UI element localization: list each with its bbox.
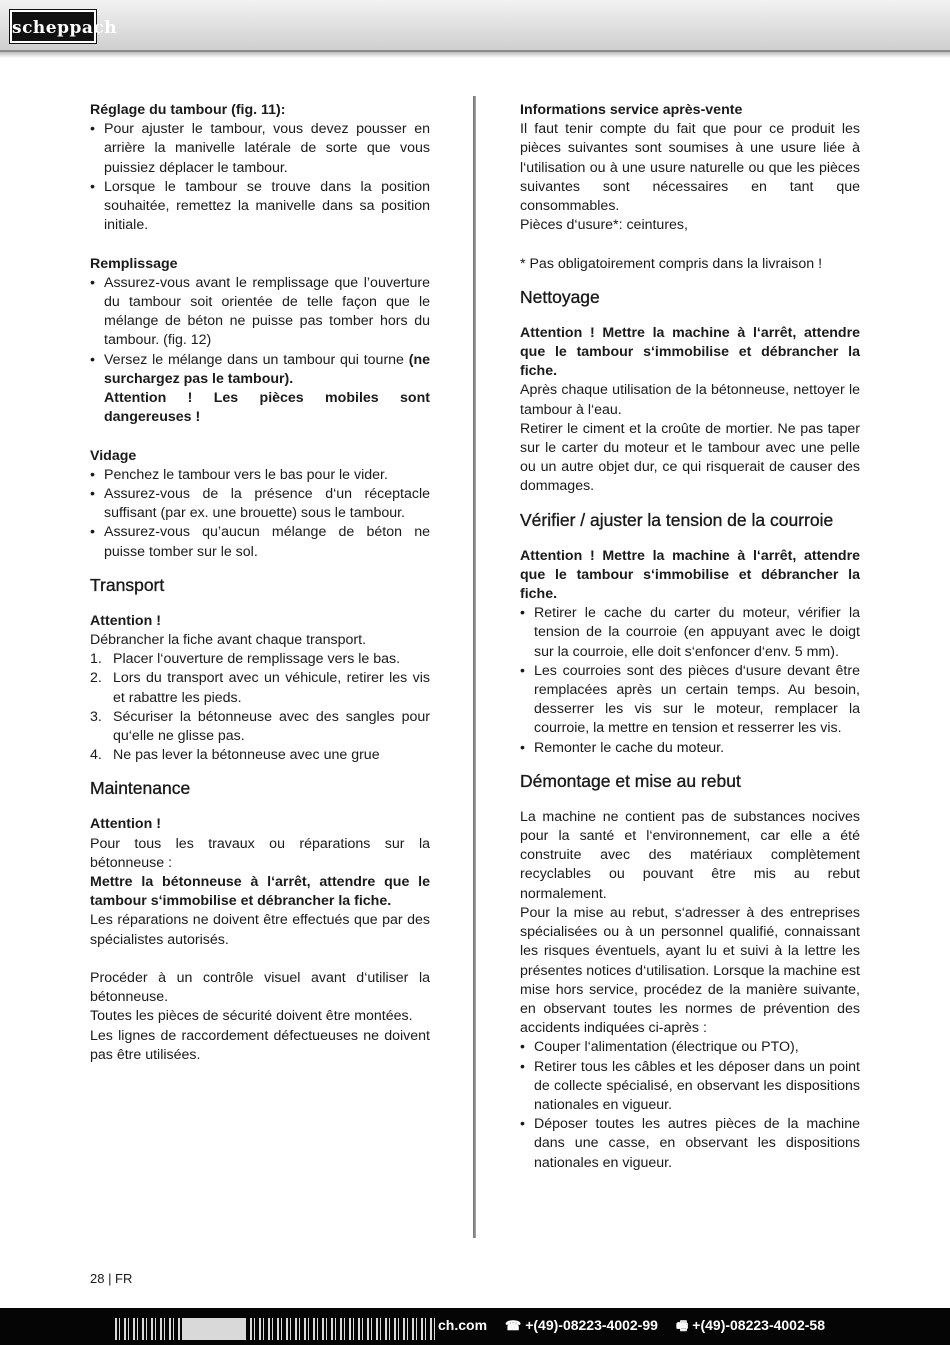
nettoyage-heading: Nettoyage [520, 286, 600, 307]
service-p2: Pièces d‘usure*: ceintures, [520, 217, 688, 234]
maintenance-p3: Toutes les pièces de sécurité doivent être montées. [90, 1008, 413, 1025]
list-item [90, 351, 430, 389]
list-item [90, 650, 430, 669]
left-column [90, 101, 430, 1065]
header-bar [0, 0, 950, 52]
vidage-list [90, 466, 430, 562]
list-item [90, 708, 430, 746]
maintenance-p1: Les réparations ne doivent être effectués que par des spécialistes autorisés. [90, 912, 430, 948]
step-number: 4. [90, 747, 102, 764]
step-text: Ne pas lever la bétonneuse avec une grue [113, 747, 380, 764]
list-item: • Penchez le tambour vers le bas pour le vider. [90, 466, 430, 485]
nettoyage-p1: Après chaque utilisation de la bétonneuse, nettoyer le tambour à l‘eau. [520, 382, 860, 418]
list-item: • Lorsque le tambour se trouve dans la position souhaitée, remettez la manivelle dans sa position initiale. [90, 178, 430, 236]
courroie-list [520, 604, 860, 758]
maintenance-heading: Maintenance [90, 778, 191, 799]
list-item: • Assurez-vous de la présence d‘un réceptacle suffisant (par ex. une brouette) sous le tambour. [90, 485, 430, 523]
list-item: • Assurez-vous qu’aucun mélange de béton ne puisse tomber sur le sol. [90, 523, 430, 561]
step-number: 2. [90, 670, 102, 687]
list-item: • Retirer le cache du carter du moteur, vérifier la tension de la courroie (en appuyant avec le doigt sur la courroie, elle doit s‘enfoncer d‘env. 5 mm). [520, 604, 860, 662]
header-shadow [0, 52, 950, 58]
maintenance-p4: Les lignes de raccordement défectueuses ne doivent pas être utilisées. [90, 1027, 430, 1063]
transport-attention: Attention ! [90, 612, 161, 629]
footer-barcode-graphic [115, 1318, 435, 1340]
courroie-heading: Vérifier / ajuster la tension de la courroie [520, 509, 834, 530]
transport-steps [90, 650, 430, 765]
reglage-title: Réglage du tambour (fig. 11): [90, 102, 286, 118]
maintenance-p2: Procéder à un contrôle visuel avant d‘utiliser la bétonneuse. [90, 970, 430, 1006]
reglage-list [90, 120, 430, 235]
step-text: Lors du transport avec un véhicule, retirer les vis et rabattre les pieds. [113, 670, 430, 706]
footer-website[interactable]: ch.com [438, 1317, 488, 1333]
list-item: • Assurez-vous avant le remplissage que l’ouverture du tambour soit orientée de telle façon que le mélange de béton ne puisse pas tomber hors du tambour. (fig. 12) [90, 274, 430, 351]
column-divider [473, 96, 476, 1238]
demontage-p1: La machine ne contient pas de substances nocives pour la santé et l‘environnement, car elle a été construite avec des matériaux complètement recyclables ou pouvant être mis au rebut normalement. [520, 808, 860, 902]
nettoyage-p2: Retirer le ciment et la croûte de mortier. Ne pas taper sur le carter du moteur et le tambour avec une pelle ou un autre objet dur, ce qui risquerait de causer des dommages. [520, 420, 860, 495]
phone-number: +(49)-08223-4002-99 [525, 1317, 658, 1333]
scheppach-logo: scheppach [10, 10, 96, 43]
maintenance-bold: Mettre la bétonneuse à l‘arrêt, attendre que le tambour s‘immobilise et débrancher la fiche. [90, 874, 430, 910]
demontage-heading: Démontage et mise au rebut [520, 770, 741, 791]
maintenance-attention: Attention ! [90, 816, 161, 833]
demontage-list [520, 1038, 860, 1172]
fax-number: +(49)-08223-4002-58 [692, 1317, 825, 1333]
transport-intro: Débrancher la fiche avant chaque transport. [90, 632, 367, 649]
phone-icon: ☎ [505, 1318, 522, 1333]
right-column [520, 101, 860, 1173]
remplissage-warning: Attention ! Les pièces mobiles sont dangereuses ! [104, 390, 430, 426]
remplissage-list [90, 274, 430, 389]
list-item [90, 746, 430, 765]
list-item: • Remonter le cache du moteur. [520, 739, 860, 758]
list-item [90, 669, 430, 707]
courroie-warning: Attention ! Mettre la machine à l‘arrêt, attendre que le tambour s‘immobilise et débrancher la fiche. [520, 547, 860, 603]
maintenance-intro: Pour tous les travaux ou réparations sur la bétonneuse : [90, 835, 430, 871]
demontage-p2: Pour la mise au rebut, s‘adresser à des entreprises spécialisées ou à un personnel qualifié, connaissant les risques éventuels, ayant lu et suivi à la lettre les présentes notices d‘utilisation. Lorsque la machine est mise hors service, procédez de la manière suivante, en observant toutes les normes de prévention des accidents indiquées ci-après : [520, 904, 860, 1037]
remplissage-title: Remplissage [90, 255, 178, 272]
vidage-title: Vidage [90, 447, 137, 464]
step-text: Sécuriser la bétonneuse avec des sangles pour qu‘elle ne glisse pas. [113, 708, 430, 745]
service-title: Informations service après-vente [520, 102, 743, 118]
footer-fax [676, 1317, 825, 1339]
list-item: • Couper l‘alimentation (électrique ou PTO), [520, 1038, 860, 1057]
transport-heading: Transport [90, 574, 165, 595]
nettoyage-warning: Attention ! Mettre la machine à l‘arrêt, attendre que le tambour s‘immobilise et débrancher la fiche. [520, 324, 860, 380]
service-note: * Pas obligatoirement compris dans la livraison ! [520, 255, 823, 272]
footer-phone [505, 1317, 658, 1334]
service-p1: Il faut tenir compte du fait que pour ce produit les pièces suivantes sont soumises à une usure liée à l‘utilisation ou à une usure naturelle ou que les pièces suivantes sont nécessaires en tant que consommables. [520, 121, 860, 215]
list-item: • Déposer toutes les autres pièces de la machine dans une casse, en observant les dispositions nationales en vigueur. [520, 1115, 860, 1173]
footer-bar [0, 1308, 950, 1345]
list-item: • Retirer tous les câbles et les déposer dans un point de collecte spécialisé, en observant les dispositions nationales en vigueur. [520, 1058, 860, 1116]
page-number: 28 | FR [90, 1271, 133, 1286]
step-number: 3. [90, 708, 102, 725]
remplissage-item2-text: Versez le mélange dans un tambour qui tourne [104, 351, 409, 368]
list-item: • Pour ajuster le tambour, vous devez pousser en arrière la manivelle latérale de sorte que vous puissiez déplacer le tambour. [90, 120, 430, 178]
list-item: • Les courroies sont des pièces d‘usure devant être remplacées après un certain temps. Au besoin, desserrer les vis sur le moteur, remplacer la courroie, la mettre en tension et resserrer les vis. [520, 662, 860, 739]
fax-icon: 🖷 [676, 1318, 689, 1333]
step-number: 1. [90, 651, 102, 668]
remplissage-item2-bold: (ne surchargez pas le tambour). [104, 351, 430, 387]
step-text: Placer l‘ouverture de remplissage vers le bas. [113, 651, 401, 668]
